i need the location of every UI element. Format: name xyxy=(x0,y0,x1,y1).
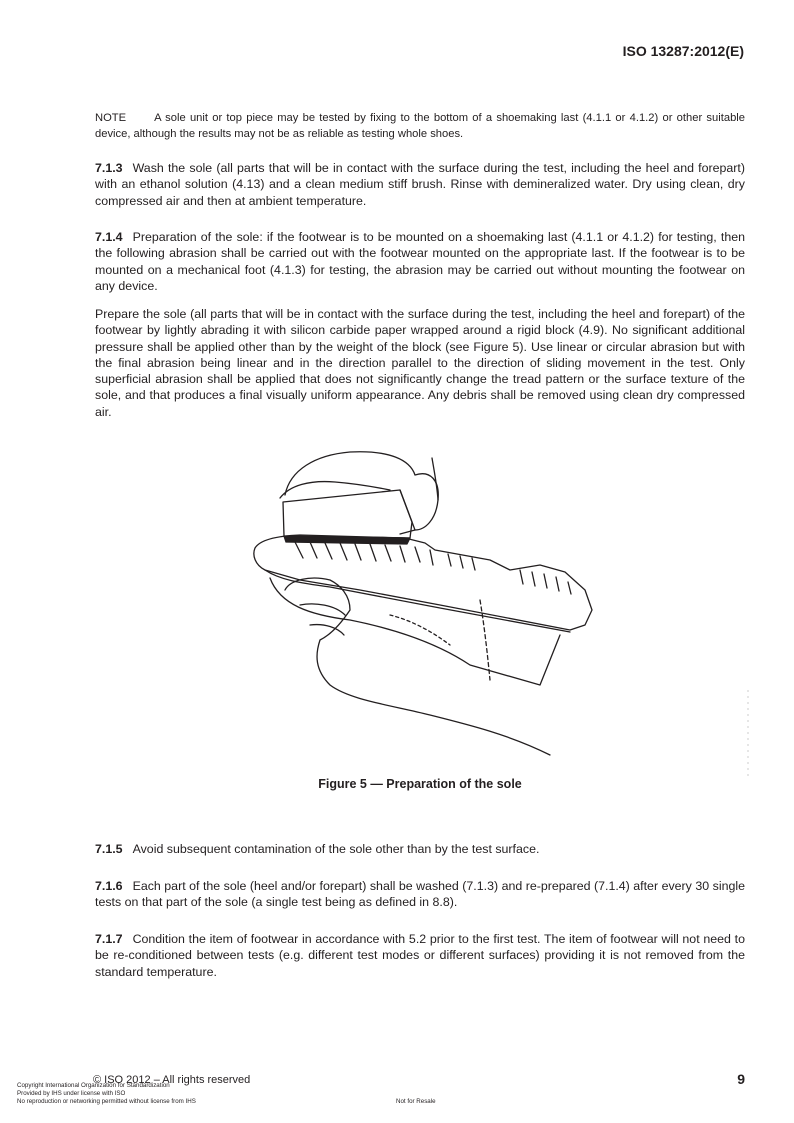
clause-7-1-7 xyxy=(95,931,745,980)
clause-text: Preparation of the sole: if the footwear is to be mounted on a shoemaking last (4.1.1 or 4.1.2) for testing, then the following abrasion shall be carried out with the footwear mounted on the appropriate last. If the footwear is to be mounted on a mechanical foot (4.1.3) for testing, the abrasion may be carried out without mounting the footwear on any device. xyxy=(95,230,745,293)
license-line-2: Provided by IHS under license with ISO xyxy=(17,1090,126,1097)
license-line-1: Copyright International Organization for Standardization xyxy=(17,1082,170,1089)
clause-number: 7.1.3 xyxy=(95,161,123,175)
lower-hand-fingers xyxy=(300,604,345,635)
shoe-upper xyxy=(270,578,560,685)
clause-7-1-5 xyxy=(95,841,745,857)
note-paragraph xyxy=(95,110,745,142)
page-number: 9 xyxy=(737,1071,745,1087)
clause-text: Condition the item of footwear in accordance with 5.2 prior to the first test. The item of footwear will not need to be re-conditioned between tests (e.g. different test modes or different surfaces) providing it is not removed from the standard temperature. xyxy=(95,932,745,979)
clause-text: Avoid subsequent contamination of the sole other than by the test surface. xyxy=(132,842,540,856)
clause-7-1-4 xyxy=(95,229,745,294)
clause-7-1-6 xyxy=(95,878,745,911)
abrasive-block xyxy=(283,490,412,538)
clause-text: Each part of the sole (heel and/or forepart) shall be washed (7.1.3) and re-prepared (7.1.4) after every 30 single tests on that part of the sole (a single test being as defined in 8.8). xyxy=(95,879,745,910)
figure-caption: Figure 5 — Preparation of the sole xyxy=(318,777,522,791)
figure-sole-abrasion-illustration xyxy=(240,430,600,770)
clause-7-1-4-paragraph-2: Prepare the sole (all parts that will be in contact with the surface during the test, including the heel and forepart) of the footwear by lightly abrading it with silicon carbide paper wrapped around a rigid block (4.9). No significant additional pressure shall be applied other than by the weight of the block (see Figure 5). Use linear or circular abrasion but with the final abrasion being linear and in the direction parallel to the direction of sliding movement in the test. Only superficial abrasion shall be applied that does not significantly change the tread pattern or the surface texture of the sole, and that produces a final visually uniform appearance. Any debris shall be removed using clean dry compressed air. xyxy=(95,307,745,419)
side-watermark xyxy=(743,690,753,780)
upper-hand xyxy=(285,452,438,534)
note-text: A sole unit or top piece may be tested by fixing to the bottom of a shoemaking last (4.1.1 or 4.1.2) or other suitable device, although the results may not be as reliable as testing whole shoes. xyxy=(95,112,745,140)
clause-number: 7.1.4 xyxy=(95,230,123,244)
clause-number: 7.1.6 xyxy=(95,879,123,893)
note-label: NOTE xyxy=(95,112,127,124)
clause-number: 7.1.7 xyxy=(95,932,123,946)
shoe-sole-outline xyxy=(254,535,592,630)
clause-number: 7.1.5 xyxy=(95,842,123,856)
clause-text: Wash the sole (all parts that will be in contact with the surface during the test, including the heel and forepart) with an ethanol solution (4.13) and a clean medium stiff brush. Rinse with demineralized water. Dry using clean, dry compressed air and then at ambient temperature. xyxy=(95,161,745,208)
license-line-3: No reproduction or networking permitted without license from IHS xyxy=(17,1098,196,1105)
upper-hand-thumb xyxy=(280,482,390,498)
clause-7-1-3 xyxy=(95,160,745,209)
not-for-resale: Not for Resale xyxy=(396,1098,436,1105)
document-id: ISO 13287:2012(E) xyxy=(622,43,744,59)
footer-copyright: © ISO 2012 – All rights reserved xyxy=(93,1074,251,1086)
